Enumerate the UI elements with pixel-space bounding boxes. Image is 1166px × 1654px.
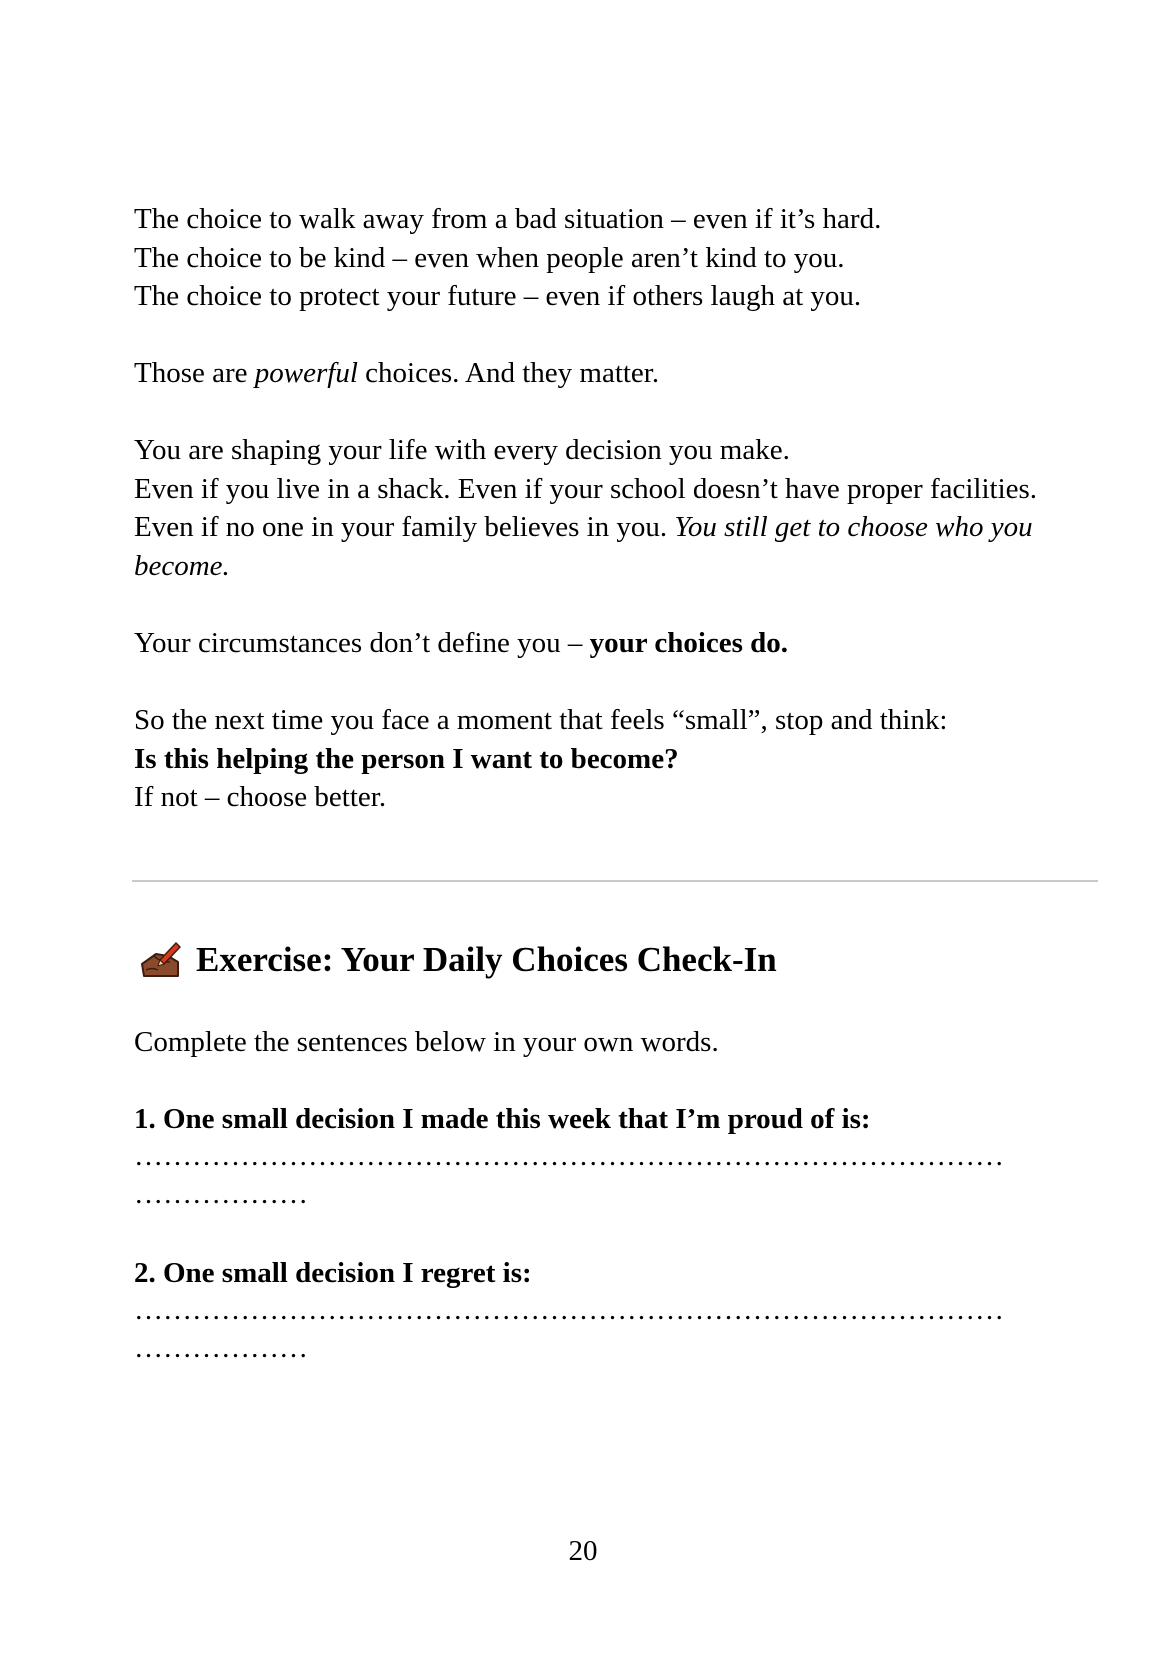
section-divider [132,880,1098,882]
circumstances-text: Your circumstances don’t define you – [134,627,590,659]
powerful-before: Those are [134,357,255,389]
next-time-line: So the next time you face a moment that feels “small”, stop and think: [134,704,948,736]
circumstances-emphasis: your choices do. [589,627,789,659]
choices-paragraph [134,200,1074,316]
exercise-instructions: Complete the sentences below in your own words. [134,1026,719,1058]
answer-1-line-2[interactable]: ……………… [134,1178,308,1210]
shaping-line: You are shaping your life with every decision you make. [134,434,790,466]
answer-2-line-2[interactable]: ……………… [134,1332,308,1364]
key-question: Is this helping the person I want to become? [134,742,679,775]
choice-line-be-kind: The choice to be kind – even when people aren’t kind to you. [134,241,845,274]
writing-hand-icon [138,940,182,980]
exercise-heading [138,938,777,982]
powerful-after: choices. And they matter. [357,357,660,389]
question-1-label: 1. One small decision I made this week that I’m proud of is: [134,1103,871,1135]
page-number: 20 [568,1535,598,1567]
shaping-body [134,470,1074,586]
shaping-life-paragraph [134,431,1074,585]
choice-line-protect-future: The choice to protect your future – even if others laugh at you. [134,280,862,312]
circumstances-paragraph [134,624,1074,663]
choose-better-line: If not – choose better. [134,781,387,813]
exercise-title: Exercise: Your Daily Choices Check-In [196,940,777,979]
answer-1-line-1[interactable]: ……………………………………………………………………………… [134,1140,1004,1172]
powerful-emphasis: powerful [254,357,358,389]
answer-2-line-1[interactable]: ……………………………………………………………………………… [134,1294,1004,1326]
question-2-label: 2. One small decision I regret is: [134,1257,532,1289]
choice-line-walk-away: The choice to walk away from a bad situation – even if it’s hard. [134,203,882,235]
powerful-choices-paragraph [134,354,1074,393]
shaping-emphasis: You still get to choose who you become. [134,511,1033,582]
shaping-text: Even if you live in a shack. Even if your school doesn’t have proper facilities. Even if no one in your family believes in you. [134,472,1038,543]
next-time-paragraph [134,701,1074,817]
